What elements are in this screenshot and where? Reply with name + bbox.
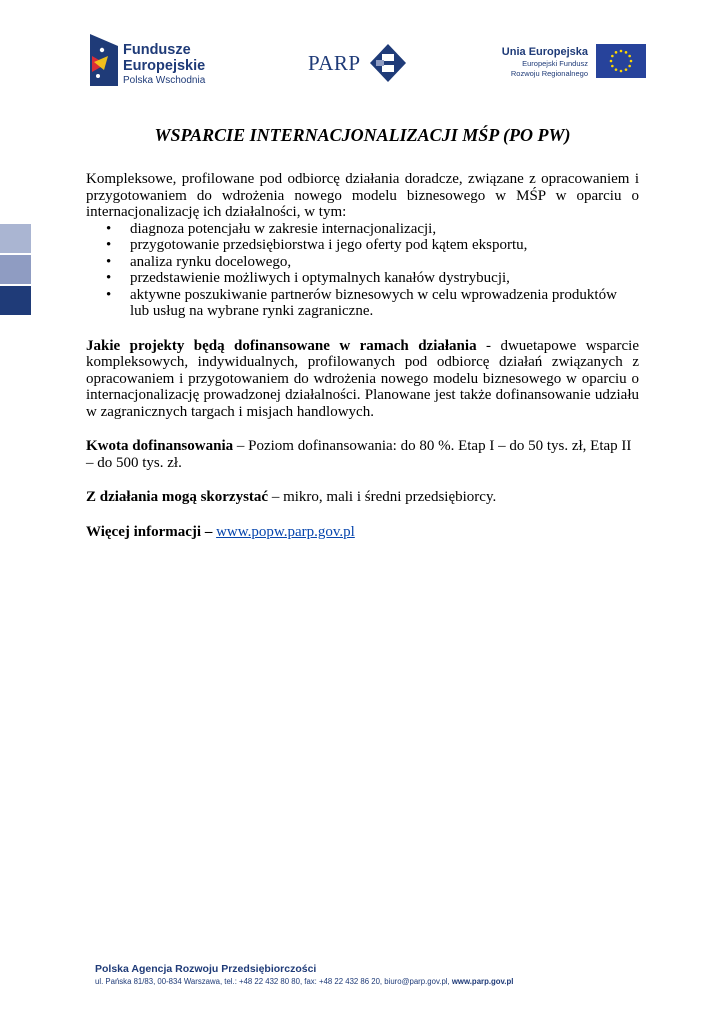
eu-logo-line3: Rozwoju Regionalnego <box>510 68 588 78</box>
eligible-paragraph <box>86 489 639 506</box>
document-body <box>86 171 639 540</box>
projects-label: Jakie projekty będą dofinansowane w ramach działania <box>86 337 477 354</box>
more-info-link[interactable]: www.popw.parp.gov.pl <box>216 523 355 540</box>
eu-logo-line1: Unia Europejska <box>501 46 588 58</box>
footer-address <box>95 976 513 987</box>
footer <box>95 963 513 987</box>
fe-logo-line2: Europejskie <box>123 58 206 74</box>
eu-star-icon <box>610 60 613 63</box>
eu-star-icon <box>628 65 631 68</box>
side-decoration <box>0 224 32 317</box>
amount-label: Kwota dofinansowania <box>86 438 234 454</box>
eu-star-icon <box>625 51 628 54</box>
eu-star-icon <box>611 55 614 58</box>
services-list <box>86 221 639 320</box>
side-square-light <box>0 224 31 253</box>
more-info-label: Więcej informacji – <box>86 523 217 540</box>
side-square-dark <box>0 286 31 315</box>
fe-logo-line3: Polska Wschodnia <box>123 75 206 86</box>
list-item: • aktywne poszukiwanie partnerów biznesowych w celu wprowadzenia produktów lub usług na wybrane rynki zagraniczne. <box>130 287 639 320</box>
list-item: • przygotowanie przedsiębiorstwa i jego oferty pod kątem eksportu, <box>130 237 639 254</box>
list-item: • diagnoza potencjału w zakresie internacjonalizacji, <box>130 221 639 238</box>
list-item: • przedstawienie możliwych i optymalnych kanałów dystrybucji, <box>130 270 639 287</box>
fundusze-europejskie-logo <box>90 34 230 90</box>
eu-star-icon <box>620 50 623 53</box>
eu-star-icon <box>620 70 623 73</box>
eu-flag-icon <box>596 44 646 78</box>
eligible-text: – mikro, mali i średni przedsiębiorcy. <box>268 489 497 505</box>
intro-paragraph: Kompleksowe, profilowane pod odbiorcę działania doradcze, związane z opracowaniem i przygotowaniem do wdrożenia nowego modelu biznesowego w MŚP w oparciu o internacjonalizację ich działalności, w tym: <box>86 171 639 220</box>
eu-logo-line2: Europejski Fundusz <box>522 59 588 68</box>
eu-star-icon <box>630 60 633 63</box>
eu-star-icon <box>625 68 628 71</box>
header-logos <box>0 28 725 88</box>
unia-europejska-logo <box>500 44 650 84</box>
footer-contact-text: ul. Pańska 81/83, 00-834 Warszawa, tel.: +48 22 432 80 80, fax: +48 22 432 86 20, biuro@parp.gov.pl, <box>95 977 452 986</box>
amount-paragraph <box>86 438 639 471</box>
side-square-medium <box>0 255 31 284</box>
footer-website-link[interactable]: www.parp.gov.pl <box>451 977 514 986</box>
list-item: • analiza rynku docelowego, <box>130 254 639 271</box>
fe-logo-line1: Fundusze <box>123 42 191 58</box>
fundusze-europejskie-emblem-icon <box>90 34 120 86</box>
parp-logo <box>308 44 408 84</box>
footer-organization-name: Polska Agencja Rozwoju Przedsiębiorczości <box>95 963 317 975</box>
eu-star-icon <box>628 55 631 58</box>
amount-text: – Poziom dofinansowania: do 80 %. Etap I – do 50 tys. zł, Etap II – do 500 tys. zł. <box>86 438 632 471</box>
more-info-paragraph <box>86 524 639 541</box>
parp-logo-text: PARP <box>308 51 361 75</box>
eligible-label: Z działania mogą skorzystać <box>86 489 269 505</box>
parp-emblem-icon <box>370 44 406 82</box>
page-title: WSPARCIE INTERNACJONALIZACJI MŚP (PO PW) <box>154 125 571 145</box>
eu-star-icon <box>615 68 618 71</box>
projects-paragraph <box>86 338 639 421</box>
projects-text: - dwuetapowe wsparcie kompleksowych, indywidualnych, profilowanych pod odbiorcę działań związanych z opracowaniem i przygotowaniem do wdrożenia nowego modelu biznesowego w oparciu o internacjonalizację prowadzonej działalności. Planowane jest także dofinansowanie udziału w zagranicznych targach i misjach handlowych. <box>86 337 640 420</box>
eu-star-icon <box>611 65 614 68</box>
eu-star-icon <box>615 51 618 54</box>
